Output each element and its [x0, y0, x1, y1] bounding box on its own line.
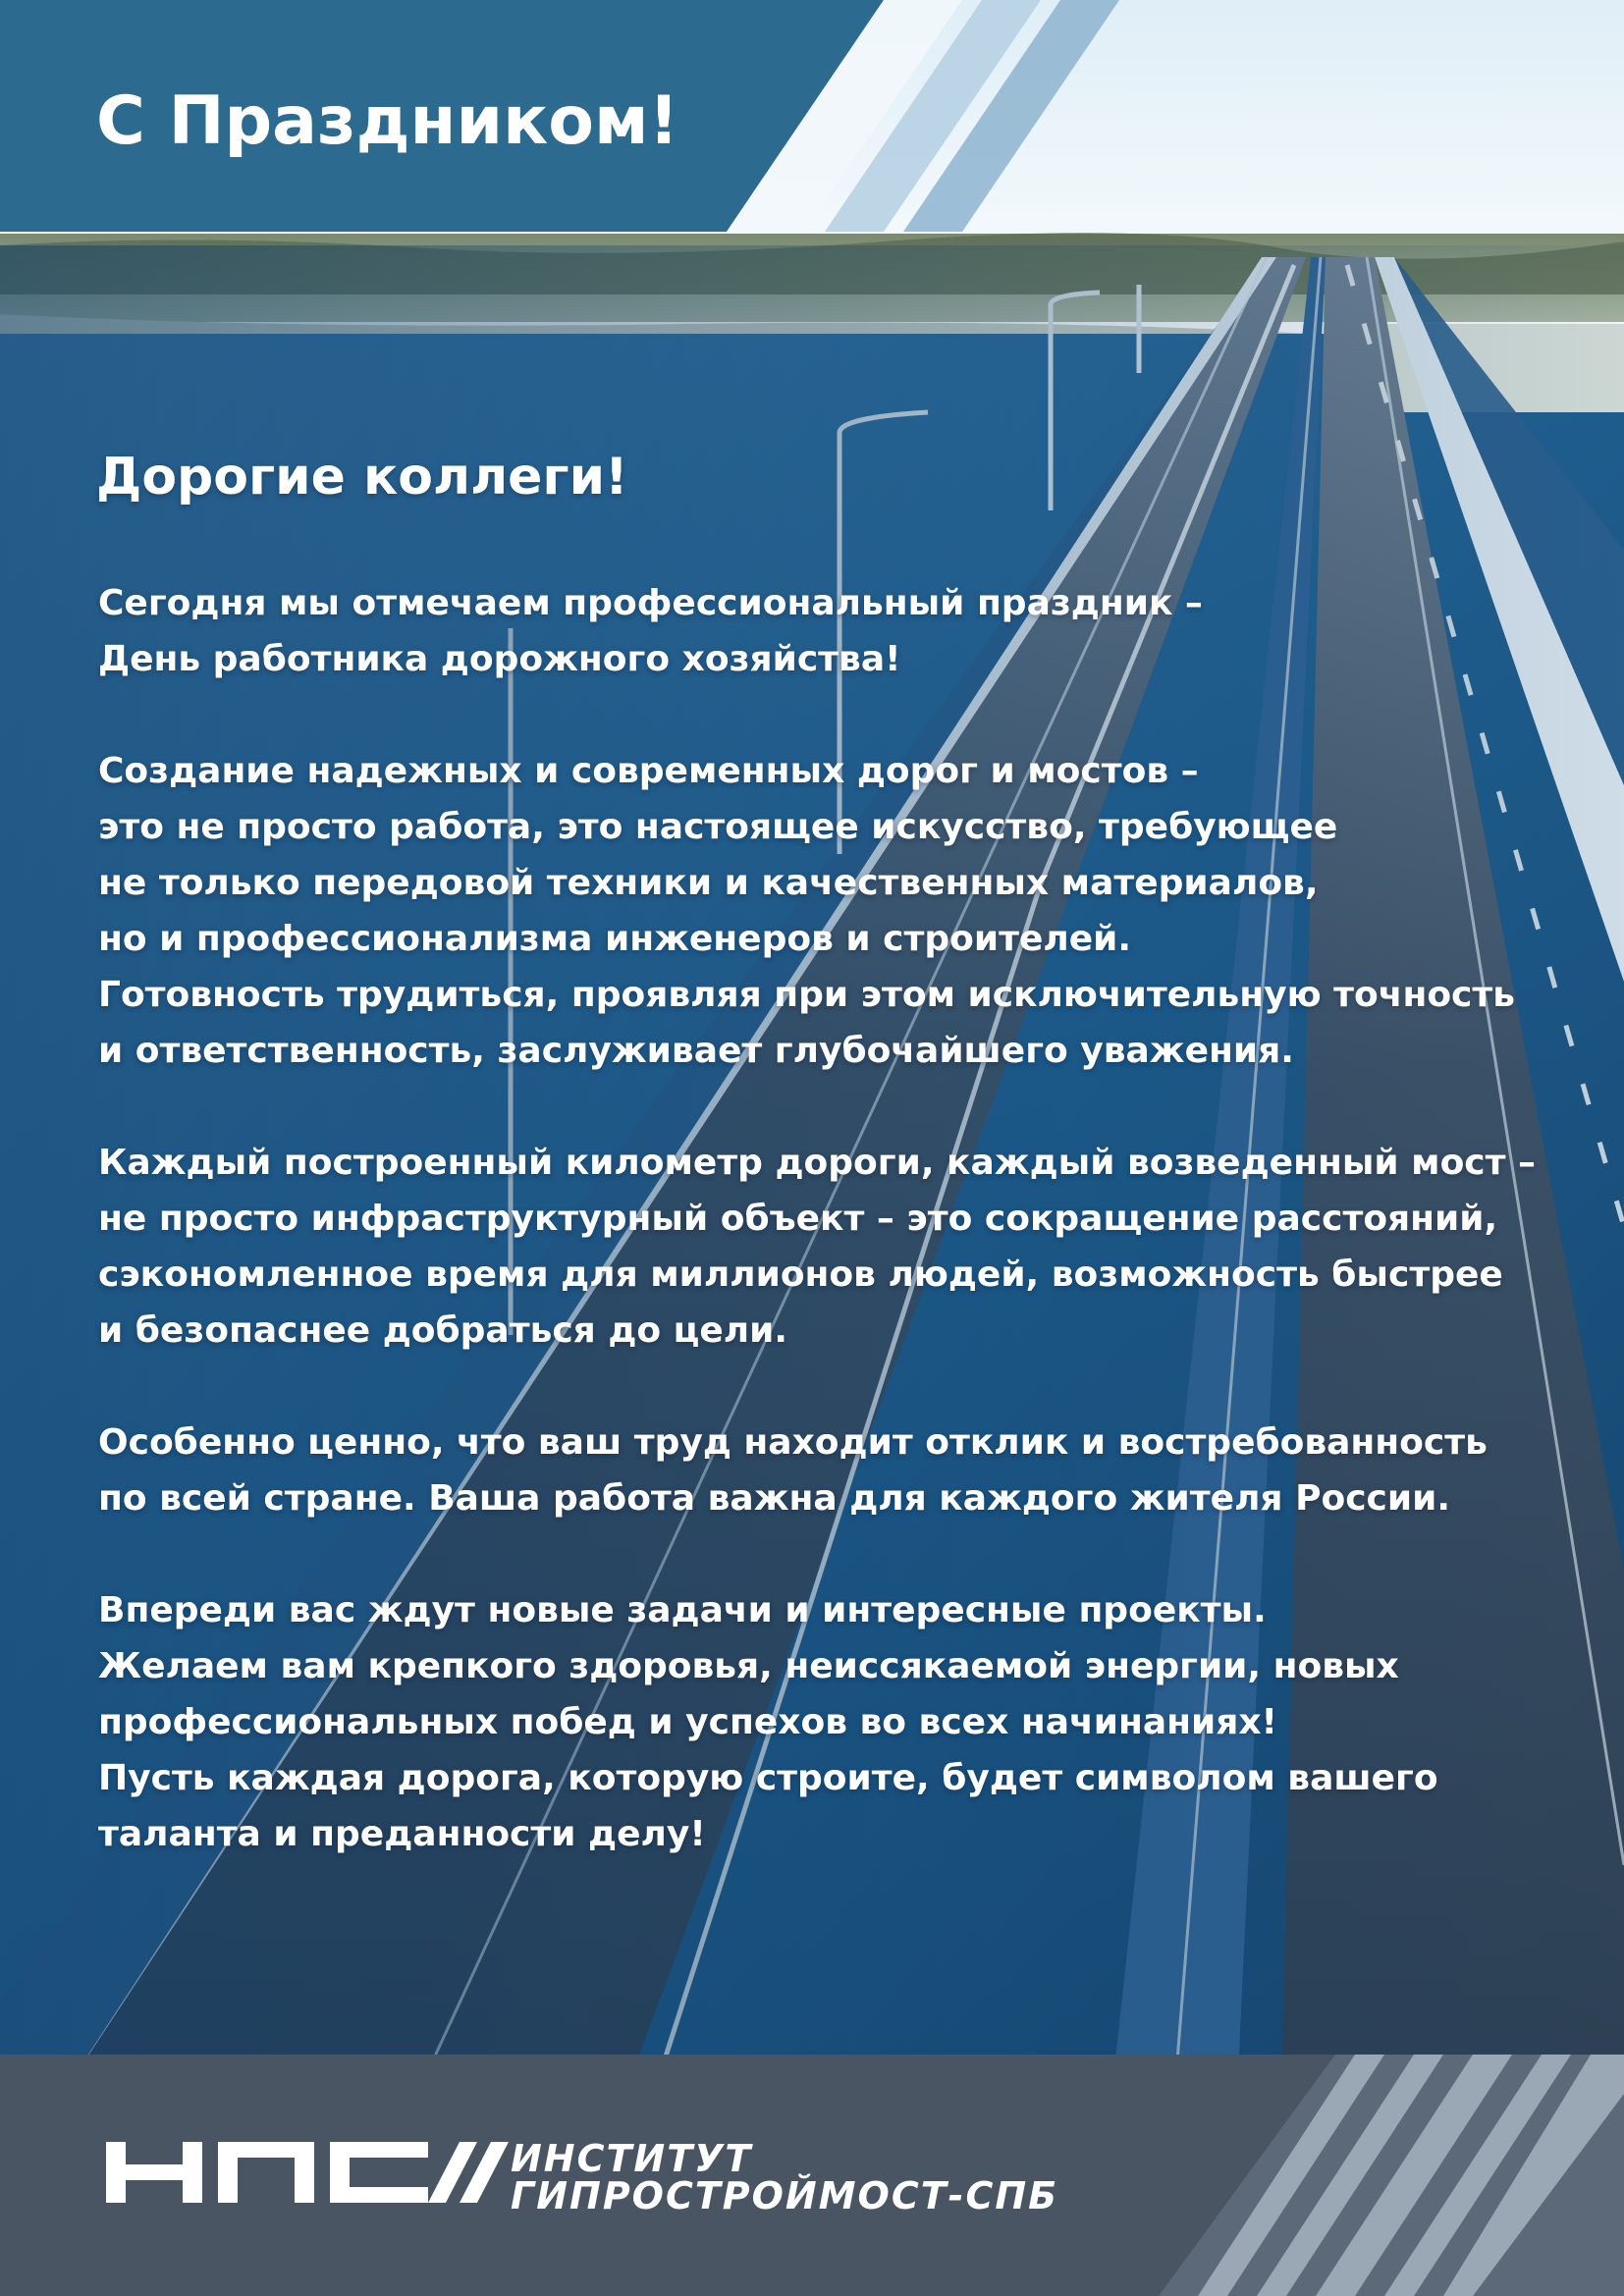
text-line: Каждый построенный километр дороги, каждый возведенный мост – [98, 1143, 1537, 1183]
header-title: С Праздником! [96, 82, 679, 160]
text-line: не только передовой техники и качественных материалов, [98, 863, 1319, 903]
text-line: Желаем вам крепкого здоровья, неиссякаемой энергии, новых [98, 1646, 1399, 1686]
text-line: День работника дорожного хозяйства! [98, 639, 901, 679]
company-name-line1: ИНСТИТУТ [511, 2137, 753, 2180]
paragraph [98, 575, 1571, 687]
text-line: сэкономленное время для миллионов людей, возможность быстрее [98, 1255, 1503, 1295]
text-line: таланта и преданности делу! [98, 1814, 706, 1854]
text-line: не просто инфраструктурный объект – это сокращение расстояний, [98, 1199, 1498, 1239]
text-line: Создание надежных и современных дорог и мостов – [98, 751, 1199, 791]
text-line: это не просто работа, это настоящее искусство, требующее [98, 807, 1338, 847]
text-line: Готовность трудиться, проявляя при этом исключительную точность [98, 975, 1516, 1015]
text-line: и безопаснее добраться до цели. [98, 1310, 788, 1351]
text-line: Пусть каждая дорога, которую строите, будет символом вашего [98, 1758, 1438, 1798]
text-line: и ответственность, заслуживает глубочайшего уважения. [98, 1031, 1294, 1071]
text-line: Особенно ценно, что ваш труд находит отклик и востребованность [98, 1422, 1488, 1463]
paragraph [98, 1415, 1571, 1526]
text-line: по всей стране. Ваша работа важна для каждого жителя России. [98, 1478, 1450, 1519]
letter-body [98, 575, 1571, 1918]
company-name [511, 2137, 1059, 2217]
paragraph [98, 1582, 1571, 1862]
company-name-line2: ГИПРОСТРОЙМОСТ-СПБ [511, 2174, 1059, 2217]
paragraph [98, 1135, 1571, 1359]
text-line: Сегодня мы отмечаем профессиональный праздник – [98, 583, 1203, 623]
text-line: Впереди вас ждут новые задачи и интересные проекты. [98, 1590, 1267, 1630]
paragraph [98, 743, 1571, 1079]
text-line: но и профессионализма инженеров и строителей. [98, 919, 1132, 959]
text-line: профессиональных побед и успехов во всех начинаниях! [98, 1702, 1277, 1742]
company-logo-icon [106, 2140, 509, 2209]
greeting-heading: Дорогие коллеги! [96, 448, 628, 507]
